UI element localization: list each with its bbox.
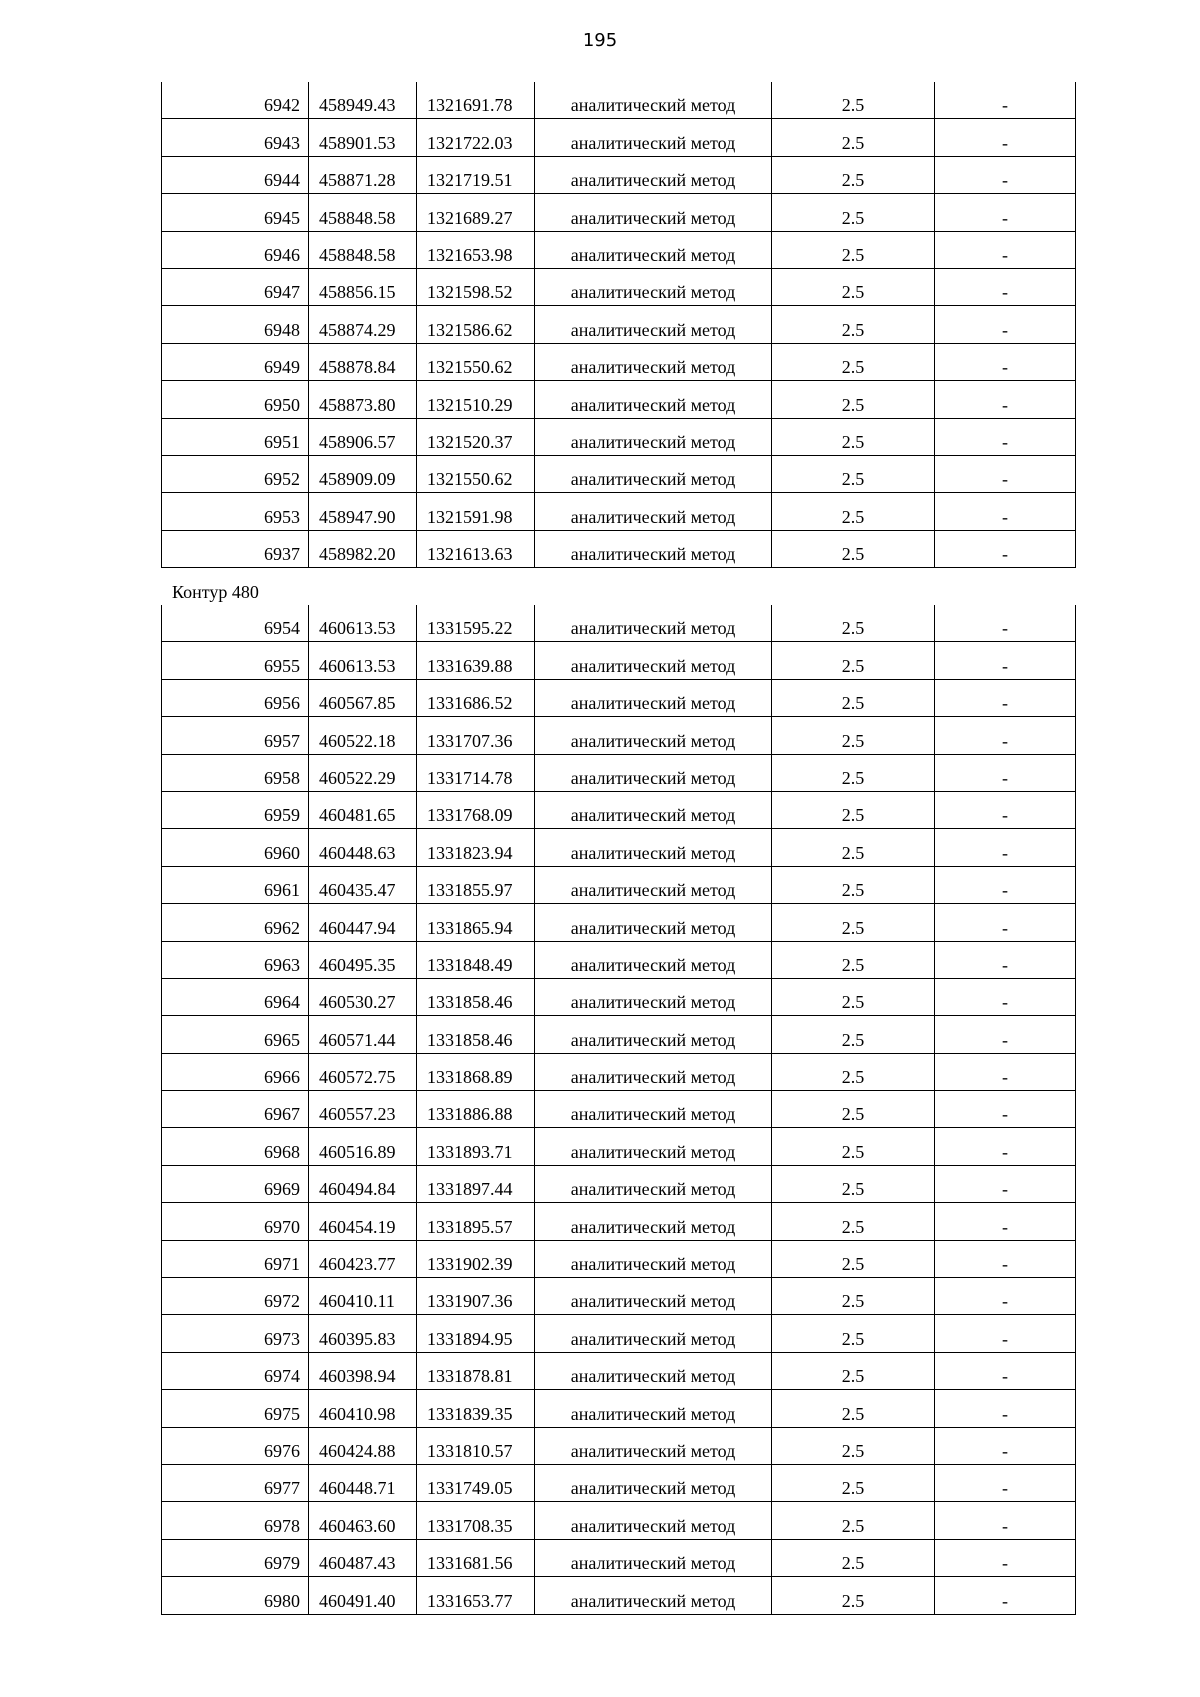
x-coordinate-cell: 458901.53 xyxy=(309,119,417,156)
accuracy-cell: 2.5 xyxy=(772,1016,935,1053)
method-cell: аналитический метод xyxy=(535,1278,772,1315)
method-cell: аналитический метод xyxy=(535,194,772,231)
y-coordinate-cell: 1321550.62 xyxy=(417,455,535,492)
table-body xyxy=(162,605,1076,1614)
method-cell: аналитический метод xyxy=(535,754,772,791)
y-coordinate-cell: 1331858.46 xyxy=(417,978,535,1015)
method-cell: аналитический метод xyxy=(535,306,772,343)
x-coordinate-cell: 460424.88 xyxy=(309,1427,417,1464)
description-cell: - xyxy=(935,1165,1076,1202)
point-number-cell: 6946 xyxy=(162,231,309,268)
y-coordinate-cell: 1321598.52 xyxy=(417,268,535,305)
coordinates-table-2 xyxy=(161,605,1076,1615)
table-body xyxy=(162,82,1076,568)
accuracy-cell: 2.5 xyxy=(772,418,935,455)
accuracy-cell: 2.5 xyxy=(772,455,935,492)
x-coordinate-cell: 460491.40 xyxy=(309,1577,417,1614)
y-coordinate-cell: 1331810.57 xyxy=(417,1427,535,1464)
y-coordinate-cell: 1321520.37 xyxy=(417,418,535,455)
description-cell: - xyxy=(935,941,1076,978)
point-number-cell: 6957 xyxy=(162,717,309,754)
x-coordinate-cell: 458874.29 xyxy=(309,306,417,343)
method-cell: аналитический метод xyxy=(535,381,772,418)
table-row xyxy=(162,1577,1076,1614)
method-cell: аналитический метод xyxy=(535,679,772,716)
x-coordinate-cell: 460572.75 xyxy=(309,1053,417,1090)
description-cell: - xyxy=(935,1128,1076,1165)
method-cell: аналитический метод xyxy=(535,866,772,903)
accuracy-cell: 2.5 xyxy=(772,82,935,119)
x-coordinate-cell: 460423.77 xyxy=(309,1240,417,1277)
x-coordinate-cell: 460516.89 xyxy=(309,1128,417,1165)
accuracy-cell: 2.5 xyxy=(772,194,935,231)
method-cell: аналитический метод xyxy=(535,829,772,866)
description-cell: - xyxy=(935,605,1076,642)
y-coordinate-cell: 1331653.77 xyxy=(417,1577,535,1614)
description-cell: - xyxy=(935,82,1076,119)
description-cell: - xyxy=(935,717,1076,754)
point-number-cell: 6964 xyxy=(162,978,309,1015)
table-row xyxy=(162,1240,1076,1277)
accuracy-cell: 2.5 xyxy=(772,605,935,642)
table-row xyxy=(162,455,1076,492)
table-row xyxy=(162,679,1076,716)
point-number-cell: 6952 xyxy=(162,455,309,492)
x-coordinate-cell: 460530.27 xyxy=(309,978,417,1015)
x-coordinate-cell: 458909.09 xyxy=(309,455,417,492)
x-coordinate-cell: 458878.84 xyxy=(309,343,417,380)
description-cell: - xyxy=(935,904,1076,941)
accuracy-cell: 2.5 xyxy=(772,717,935,754)
x-coordinate-cell: 460410.98 xyxy=(309,1390,417,1427)
method-cell: аналитический метод xyxy=(535,530,772,567)
method-cell: аналитический метод xyxy=(535,156,772,193)
y-coordinate-cell: 1321719.51 xyxy=(417,156,535,193)
description-cell: - xyxy=(935,268,1076,305)
accuracy-cell: 2.5 xyxy=(772,1278,935,1315)
accuracy-cell: 2.5 xyxy=(772,866,935,903)
y-coordinate-cell: 1331858.46 xyxy=(417,1016,535,1053)
x-coordinate-cell: 458982.20 xyxy=(309,530,417,567)
method-cell: аналитический метод xyxy=(535,343,772,380)
accuracy-cell: 2.5 xyxy=(772,1390,935,1427)
table-row xyxy=(162,1539,1076,1576)
y-coordinate-cell: 1321613.63 xyxy=(417,530,535,567)
point-number-cell: 6959 xyxy=(162,791,309,828)
y-coordinate-cell: 1331878.81 xyxy=(417,1352,535,1389)
accuracy-cell: 2.5 xyxy=(772,1352,935,1389)
point-number-cell: 6943 xyxy=(162,119,309,156)
y-coordinate-cell: 1331907.36 xyxy=(417,1278,535,1315)
point-number-cell: 6973 xyxy=(162,1315,309,1352)
table-row xyxy=(162,194,1076,231)
table-row xyxy=(162,941,1076,978)
method-cell: аналитический метод xyxy=(535,1053,772,1090)
table-row xyxy=(162,829,1076,866)
y-coordinate-cell: 1331707.36 xyxy=(417,717,535,754)
y-coordinate-cell: 1321510.29 xyxy=(417,381,535,418)
description-cell: - xyxy=(935,1315,1076,1352)
description-cell: - xyxy=(935,978,1076,1015)
table-row xyxy=(162,1053,1076,1090)
description-cell: - xyxy=(935,1502,1076,1539)
x-coordinate-cell: 460557.23 xyxy=(309,1091,417,1128)
x-coordinate-cell: 458848.58 xyxy=(309,231,417,268)
x-coordinate-cell: 458949.43 xyxy=(309,82,417,119)
y-coordinate-cell: 1331902.39 xyxy=(417,1240,535,1277)
method-cell: аналитический метод xyxy=(535,1352,772,1389)
y-coordinate-cell: 1331681.56 xyxy=(417,1539,535,1576)
description-cell: - xyxy=(935,1539,1076,1576)
x-coordinate-cell: 460448.63 xyxy=(309,829,417,866)
table-row xyxy=(162,1165,1076,1202)
table-row xyxy=(162,306,1076,343)
method-cell: аналитический метод xyxy=(535,1539,772,1576)
x-coordinate-cell: 460410.11 xyxy=(309,1278,417,1315)
description-cell: - xyxy=(935,642,1076,679)
point-number-cell: 6966 xyxy=(162,1053,309,1090)
method-cell: аналитический метод xyxy=(535,418,772,455)
description-cell: - xyxy=(935,1016,1076,1053)
point-number-cell: 6968 xyxy=(162,1128,309,1165)
point-number-cell: 6949 xyxy=(162,343,309,380)
method-cell: аналитический метод xyxy=(535,1128,772,1165)
method-cell: аналитический метод xyxy=(535,1240,772,1277)
table-row xyxy=(162,605,1076,642)
accuracy-cell: 2.5 xyxy=(772,381,935,418)
method-cell: аналитический метод xyxy=(535,119,772,156)
description-cell: - xyxy=(935,493,1076,530)
y-coordinate-cell: 1331823.94 xyxy=(417,829,535,866)
accuracy-cell: 2.5 xyxy=(772,829,935,866)
accuracy-cell: 2.5 xyxy=(772,1165,935,1202)
y-coordinate-cell: 1321691.78 xyxy=(417,82,535,119)
y-coordinate-cell: 1321591.98 xyxy=(417,493,535,530)
point-number-cell: 6944 xyxy=(162,156,309,193)
table-row xyxy=(162,1016,1076,1053)
method-cell: аналитический метод xyxy=(535,82,772,119)
x-coordinate-cell: 460567.85 xyxy=(309,679,417,716)
page-number: 195 xyxy=(582,30,618,51)
x-coordinate-cell: 460494.84 xyxy=(309,1165,417,1202)
point-number-cell: 6955 xyxy=(162,642,309,679)
point-number-cell: 6953 xyxy=(162,493,309,530)
y-coordinate-cell: 1331897.44 xyxy=(417,1165,535,1202)
x-coordinate-cell: 460571.44 xyxy=(309,1016,417,1053)
point-number-cell: 6956 xyxy=(162,679,309,716)
accuracy-cell: 2.5 xyxy=(772,791,935,828)
point-number-cell: 6962 xyxy=(162,904,309,941)
y-coordinate-cell: 1331893.71 xyxy=(417,1128,535,1165)
x-coordinate-cell: 458856.15 xyxy=(309,268,417,305)
y-coordinate-cell: 1331839.35 xyxy=(417,1390,535,1427)
point-number-cell: 6979 xyxy=(162,1539,309,1576)
method-cell: аналитический метод xyxy=(535,642,772,679)
y-coordinate-cell: 1331894.95 xyxy=(417,1315,535,1352)
accuracy-cell: 2.5 xyxy=(772,904,935,941)
y-coordinate-cell: 1331595.22 xyxy=(417,605,535,642)
x-coordinate-cell: 458947.90 xyxy=(309,493,417,530)
point-number-cell: 6947 xyxy=(162,268,309,305)
description-cell: - xyxy=(935,231,1076,268)
table-row xyxy=(162,904,1076,941)
accuracy-cell: 2.5 xyxy=(772,978,935,1015)
table-row xyxy=(162,231,1076,268)
point-number-cell: 6974 xyxy=(162,1352,309,1389)
method-cell: аналитический метод xyxy=(535,455,772,492)
method-cell: аналитический метод xyxy=(535,268,772,305)
point-number-cell: 6958 xyxy=(162,754,309,791)
description-cell: - xyxy=(935,418,1076,455)
table-row xyxy=(162,1278,1076,1315)
description-cell: - xyxy=(935,381,1076,418)
description-cell: - xyxy=(935,1091,1076,1128)
description-cell: - xyxy=(935,156,1076,193)
x-coordinate-cell: 460447.94 xyxy=(309,904,417,941)
point-number-cell: 6980 xyxy=(162,1577,309,1614)
description-cell: - xyxy=(935,1203,1076,1240)
y-coordinate-cell: 1331868.89 xyxy=(417,1053,535,1090)
accuracy-cell: 2.5 xyxy=(772,1539,935,1576)
point-number-cell: 6969 xyxy=(162,1165,309,1202)
point-number-cell: 6945 xyxy=(162,194,309,231)
table-row xyxy=(162,493,1076,530)
method-cell: аналитический метод xyxy=(535,904,772,941)
table-row xyxy=(162,1091,1076,1128)
y-coordinate-cell: 1331886.88 xyxy=(417,1091,535,1128)
description-cell: - xyxy=(935,791,1076,828)
point-number-cell: 6978 xyxy=(162,1502,309,1539)
method-cell: аналитический метод xyxy=(535,1464,772,1501)
method-cell: аналитический метод xyxy=(535,605,772,642)
accuracy-cell: 2.5 xyxy=(772,1577,935,1614)
table-row xyxy=(162,119,1076,156)
accuracy-cell: 2.5 xyxy=(772,941,935,978)
method-cell: аналитический метод xyxy=(535,791,772,828)
table-row xyxy=(162,1390,1076,1427)
point-number-cell: 6975 xyxy=(162,1390,309,1427)
y-coordinate-cell: 1321653.98 xyxy=(417,231,535,268)
method-cell: аналитический метод xyxy=(535,1165,772,1202)
table-row xyxy=(162,530,1076,567)
x-coordinate-cell: 460487.43 xyxy=(309,1539,417,1576)
y-coordinate-cell: 1331686.52 xyxy=(417,679,535,716)
table-row xyxy=(162,866,1076,903)
table-row xyxy=(162,1315,1076,1352)
point-number-cell: 6951 xyxy=(162,418,309,455)
point-number-cell: 6954 xyxy=(162,605,309,642)
point-number-cell: 6948 xyxy=(162,306,309,343)
x-coordinate-cell: 460435.47 xyxy=(309,866,417,903)
method-cell: аналитический метод xyxy=(535,717,772,754)
y-coordinate-cell: 1331714.78 xyxy=(417,754,535,791)
point-number-cell: 6965 xyxy=(162,1016,309,1053)
description-cell: - xyxy=(935,829,1076,866)
method-cell: аналитический метод xyxy=(535,1502,772,1539)
table-row xyxy=(162,82,1076,119)
table-row xyxy=(162,642,1076,679)
table-row xyxy=(162,717,1076,754)
accuracy-cell: 2.5 xyxy=(772,231,935,268)
x-coordinate-cell: 458873.80 xyxy=(309,381,417,418)
method-cell: аналитический метод xyxy=(535,1203,772,1240)
table-row xyxy=(162,754,1076,791)
accuracy-cell: 2.5 xyxy=(772,1464,935,1501)
x-coordinate-cell: 460522.18 xyxy=(309,717,417,754)
method-cell: аналитический метод xyxy=(535,493,772,530)
y-coordinate-cell: 1331749.05 xyxy=(417,1464,535,1501)
table-row xyxy=(162,978,1076,1015)
x-coordinate-cell: 460448.71 xyxy=(309,1464,417,1501)
method-cell: аналитический метод xyxy=(535,1016,772,1053)
description-cell: - xyxy=(935,455,1076,492)
x-coordinate-cell: 460495.35 xyxy=(309,941,417,978)
accuracy-cell: 2.5 xyxy=(772,343,935,380)
point-number-cell: 6967 xyxy=(162,1091,309,1128)
table-row xyxy=(162,343,1076,380)
accuracy-cell: 2.5 xyxy=(772,679,935,716)
accuracy-cell: 2.5 xyxy=(772,1053,935,1090)
point-number-cell: 6976 xyxy=(162,1427,309,1464)
accuracy-cell: 2.5 xyxy=(772,754,935,791)
accuracy-cell: 2.5 xyxy=(772,156,935,193)
x-coordinate-cell: 460522.29 xyxy=(309,754,417,791)
accuracy-cell: 2.5 xyxy=(772,1427,935,1464)
x-coordinate-cell: 460454.19 xyxy=(309,1203,417,1240)
point-number-cell: 6970 xyxy=(162,1203,309,1240)
description-cell: - xyxy=(935,530,1076,567)
method-cell: аналитический метод xyxy=(535,1577,772,1614)
description-cell: - xyxy=(935,1240,1076,1277)
point-number-cell: 6937 xyxy=(162,530,309,567)
description-cell: - xyxy=(935,1427,1076,1464)
accuracy-cell: 2.5 xyxy=(772,268,935,305)
y-coordinate-cell: 1321689.27 xyxy=(417,194,535,231)
method-cell: аналитический метод xyxy=(535,1315,772,1352)
description-cell: - xyxy=(935,1278,1076,1315)
point-number-cell: 6972 xyxy=(162,1278,309,1315)
accuracy-cell: 2.5 xyxy=(772,1502,935,1539)
accuracy-cell: 2.5 xyxy=(772,530,935,567)
description-cell: - xyxy=(935,119,1076,156)
y-coordinate-cell: 1331768.09 xyxy=(417,791,535,828)
description-cell: - xyxy=(935,306,1076,343)
table-row xyxy=(162,1128,1076,1165)
description-cell: - xyxy=(935,1577,1076,1614)
table-row xyxy=(162,156,1076,193)
table-row xyxy=(162,791,1076,828)
description-cell: - xyxy=(935,1464,1076,1501)
table-row xyxy=(162,1352,1076,1389)
table-row xyxy=(162,268,1076,305)
method-cell: аналитический метод xyxy=(535,1390,772,1427)
y-coordinate-cell: 1331865.94 xyxy=(417,904,535,941)
description-cell: - xyxy=(935,194,1076,231)
y-coordinate-cell: 1331708.35 xyxy=(417,1502,535,1539)
point-number-cell: 6950 xyxy=(162,381,309,418)
contour-label: Контур 480 xyxy=(172,582,259,602)
accuracy-cell: 2.5 xyxy=(772,493,935,530)
description-cell: - xyxy=(935,679,1076,716)
y-coordinate-cell: 1331895.57 xyxy=(417,1203,535,1240)
table-row xyxy=(162,1427,1076,1464)
x-coordinate-cell: 460613.53 xyxy=(309,605,417,642)
description-cell: - xyxy=(935,754,1076,791)
method-cell: аналитический метод xyxy=(535,1091,772,1128)
x-coordinate-cell: 460613.53 xyxy=(309,642,417,679)
method-cell: аналитический метод xyxy=(535,978,772,1015)
accuracy-cell: 2.5 xyxy=(772,1128,935,1165)
point-number-cell: 6971 xyxy=(162,1240,309,1277)
accuracy-cell: 2.5 xyxy=(772,1240,935,1277)
y-coordinate-cell: 1331639.88 xyxy=(417,642,535,679)
point-number-cell: 6942 xyxy=(162,82,309,119)
y-coordinate-cell: 1321586.62 xyxy=(417,306,535,343)
method-cell: аналитический метод xyxy=(535,231,772,268)
point-number-cell: 6977 xyxy=(162,1464,309,1501)
description-cell: - xyxy=(935,1053,1076,1090)
accuracy-cell: 2.5 xyxy=(772,1203,935,1240)
point-number-cell: 6963 xyxy=(162,941,309,978)
table-row xyxy=(162,418,1076,455)
accuracy-cell: 2.5 xyxy=(772,1315,935,1352)
description-cell: - xyxy=(935,1352,1076,1389)
x-coordinate-cell: 460398.94 xyxy=(309,1352,417,1389)
table-row xyxy=(162,381,1076,418)
y-coordinate-cell: 1331848.49 xyxy=(417,941,535,978)
accuracy-cell: 2.5 xyxy=(772,119,935,156)
y-coordinate-cell: 1321722.03 xyxy=(417,119,535,156)
x-coordinate-cell: 460395.83 xyxy=(309,1315,417,1352)
table-row xyxy=(162,1464,1076,1501)
x-coordinate-cell: 458906.57 xyxy=(309,418,417,455)
coordinates-table-1 xyxy=(161,82,1076,568)
method-cell: аналитический метод xyxy=(535,941,772,978)
accuracy-cell: 2.5 xyxy=(772,306,935,343)
accuracy-cell: 2.5 xyxy=(772,1091,935,1128)
table-row xyxy=(162,1203,1076,1240)
table-row xyxy=(162,1502,1076,1539)
x-coordinate-cell: 458848.58 xyxy=(309,194,417,231)
point-number-cell: 6961 xyxy=(162,866,309,903)
method-cell: аналитический метод xyxy=(535,1427,772,1464)
x-coordinate-cell: 458871.28 xyxy=(309,156,417,193)
description-cell: - xyxy=(935,343,1076,380)
accuracy-cell: 2.5 xyxy=(772,642,935,679)
y-coordinate-cell: 1321550.62 xyxy=(417,343,535,380)
x-coordinate-cell: 460463.60 xyxy=(309,1502,417,1539)
x-coordinate-cell: 460481.65 xyxy=(309,791,417,828)
description-cell: - xyxy=(935,866,1076,903)
point-number-cell: 6960 xyxy=(162,829,309,866)
y-coordinate-cell: 1331855.97 xyxy=(417,866,535,903)
description-cell: - xyxy=(935,1390,1076,1427)
